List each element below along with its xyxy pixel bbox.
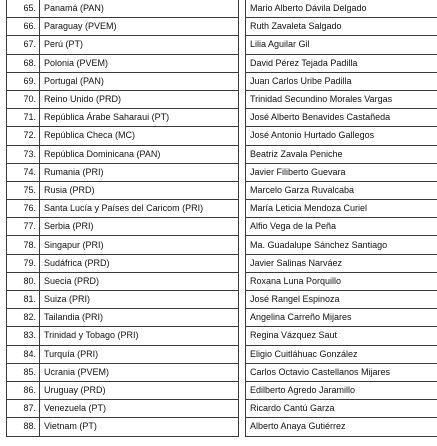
country-cell: Suiza (PRI) bbox=[40, 291, 239, 309]
legislator-name-cell: Regina Vázquez Saut bbox=[246, 327, 437, 345]
column-gap bbox=[239, 0, 246, 18]
table-row bbox=[7, 345, 437, 363]
row-number: 73. bbox=[7, 145, 40, 163]
row-number: 80. bbox=[7, 272, 40, 290]
country-cell: Singapur (PRI) bbox=[40, 236, 239, 254]
country-cell: Polonia (PVEM) bbox=[40, 54, 239, 72]
column-gap bbox=[239, 109, 246, 127]
country-cell: Santa Lucía y Países del Caricom (PRI) bbox=[40, 200, 239, 218]
row-number: 66. bbox=[7, 18, 40, 36]
column-gap bbox=[239, 236, 246, 254]
legislator-name-cell: María Leticia Mendoza Curiel bbox=[246, 200, 437, 218]
table-row bbox=[7, 127, 437, 145]
column-gap bbox=[239, 272, 246, 290]
column-gap bbox=[239, 345, 246, 363]
legislator-name-cell: Alberto Anaya Gutiérrez bbox=[246, 418, 437, 436]
row-number: 85. bbox=[7, 363, 40, 381]
legislator-name-cell: Ruth Zavaleta Salgado bbox=[246, 18, 437, 36]
column-gap bbox=[239, 327, 246, 345]
country-cell: Suecia (PRD) bbox=[40, 272, 239, 290]
legislator-name-cell: Ma. Guadalupe Sánchez Santiago bbox=[246, 236, 437, 254]
legislator-name-cell: Edilberto Agredo Jaramillo bbox=[246, 381, 437, 399]
table-body bbox=[7, 0, 437, 436]
country-cell: Sudáfrica (PRD) bbox=[40, 254, 239, 272]
row-number: 78. bbox=[7, 236, 40, 254]
country-cell: Perú (PT) bbox=[40, 36, 239, 54]
column-gap bbox=[239, 218, 246, 236]
column-gap bbox=[239, 127, 246, 145]
table-row bbox=[7, 0, 437, 18]
legislator-name-cell: José Rangel Espinoza bbox=[246, 291, 437, 309]
country-cell: Turquía (PRI) bbox=[40, 345, 239, 363]
country-cell: Panamá (PAN) bbox=[40, 0, 239, 18]
column-gap bbox=[239, 145, 246, 163]
legislator-name-cell: Alfio Vega de la Peña bbox=[246, 218, 437, 236]
table-row bbox=[7, 200, 437, 218]
legislator-name-cell: Mario Alberto Dávila Delgado bbox=[246, 0, 437, 18]
legislator-name-cell: Ricardo Cantú Garza bbox=[246, 400, 437, 418]
legislator-name-cell: José Antonio Hurtado Gallegos bbox=[246, 127, 437, 145]
table-row bbox=[7, 254, 437, 272]
country-cell: República Checa (MC) bbox=[40, 127, 239, 145]
column-gap bbox=[239, 54, 246, 72]
table-row bbox=[7, 109, 437, 127]
row-number: 71. bbox=[7, 109, 40, 127]
table-row bbox=[7, 400, 437, 418]
table-row bbox=[7, 236, 437, 254]
row-number: 77. bbox=[7, 218, 40, 236]
table-row bbox=[7, 363, 437, 381]
country-cell: Serbia (PRI) bbox=[40, 218, 239, 236]
table-row bbox=[7, 309, 437, 327]
column-gap bbox=[239, 381, 246, 399]
row-number: 75. bbox=[7, 181, 40, 199]
country-cell: Rusia (PRD) bbox=[40, 181, 239, 199]
row-number: 81. bbox=[7, 291, 40, 309]
legislator-name-cell: Lilia Aguilar Gil bbox=[246, 36, 437, 54]
row-number: 74. bbox=[7, 163, 40, 181]
row-number: 84. bbox=[7, 345, 40, 363]
table-row bbox=[7, 327, 437, 345]
legislator-name-cell: Beatriz Zavala Peniche bbox=[246, 145, 437, 163]
legislator-name-cell: Carlos Octavio Castellanos Mijares bbox=[246, 363, 437, 381]
table-row bbox=[7, 418, 437, 436]
country-cell: Tailandia (PRI) bbox=[40, 309, 239, 327]
table-row bbox=[7, 218, 437, 236]
column-gap bbox=[239, 163, 246, 181]
table-row bbox=[7, 272, 437, 290]
row-number: 67. bbox=[7, 36, 40, 54]
row-number: 68. bbox=[7, 54, 40, 72]
row-number: 76. bbox=[7, 200, 40, 218]
column-gap bbox=[239, 363, 246, 381]
column-gap bbox=[239, 90, 246, 108]
country-cell: Portugal (PAN) bbox=[40, 72, 239, 90]
country-cell: Vietnam (PT) bbox=[40, 418, 239, 436]
row-number: 65. bbox=[7, 0, 40, 18]
column-gap bbox=[239, 400, 246, 418]
legislator-name-cell: Javier Salinas Narváez bbox=[246, 254, 437, 272]
country-cell: Venezuela (PT) bbox=[40, 400, 239, 418]
row-number: 70. bbox=[7, 90, 40, 108]
table-row bbox=[7, 381, 437, 399]
table-row bbox=[7, 36, 437, 54]
row-number: 87. bbox=[7, 400, 40, 418]
table-row bbox=[7, 72, 437, 90]
table-row bbox=[7, 163, 437, 181]
column-gap bbox=[239, 181, 246, 199]
legislator-name-cell: David Pérez Tejada Padilla bbox=[246, 54, 437, 72]
table-row bbox=[7, 90, 437, 108]
table-row bbox=[7, 291, 437, 309]
column-gap bbox=[239, 254, 246, 272]
column-gap bbox=[239, 18, 246, 36]
country-cell: República Árabe Saharaui (PT) bbox=[40, 109, 239, 127]
table-row bbox=[7, 145, 437, 163]
row-number: 83. bbox=[7, 327, 40, 345]
country-cell: Paraguay (PVEM) bbox=[40, 18, 239, 36]
table-row bbox=[7, 54, 437, 72]
column-gap bbox=[239, 309, 246, 327]
column-gap bbox=[239, 200, 246, 218]
legislator-name-cell: Trinidad Secundino Morales Vargas bbox=[246, 90, 437, 108]
country-cell: Uruguay (PRD) bbox=[40, 381, 239, 399]
column-gap bbox=[239, 72, 246, 90]
friendship-group-table bbox=[6, 0, 437, 437]
row-number: 79. bbox=[7, 254, 40, 272]
country-cell: Reino Unido (PRD) bbox=[40, 90, 239, 108]
table-row bbox=[7, 181, 437, 199]
legislator-name-cell: Javier Filiberto Guevara bbox=[246, 163, 437, 181]
column-gap bbox=[239, 36, 246, 54]
legislator-name-cell: Roxana Luna Porquillo bbox=[246, 272, 437, 290]
country-cell: República Dominicana (PAN) bbox=[40, 145, 239, 163]
legislator-name-cell: Angelina Carreño Mijares bbox=[246, 309, 437, 327]
legislator-name-cell: Marcelo Garza Ruvalcaba bbox=[246, 181, 437, 199]
legislator-name-cell: Eligio Cuitláhuac González bbox=[246, 345, 437, 363]
legislator-name-cell: Juan Carlos Uribe Padilla bbox=[246, 72, 437, 90]
table-row bbox=[7, 18, 437, 36]
row-number: 88. bbox=[7, 418, 40, 436]
country-cell: Trinidad y Tobago (PRI) bbox=[40, 327, 239, 345]
country-cell: Rumania (PRI) bbox=[40, 163, 239, 181]
row-number: 72. bbox=[7, 127, 40, 145]
row-number: 82. bbox=[7, 309, 40, 327]
country-cell: Ucrania (PVEM) bbox=[40, 363, 239, 381]
legislator-name-cell: José Alberto Benavides Castañeda bbox=[246, 109, 437, 127]
row-number: 69. bbox=[7, 72, 40, 90]
column-gap bbox=[239, 418, 246, 436]
column-gap bbox=[239, 291, 246, 309]
row-number: 86. bbox=[7, 381, 40, 399]
